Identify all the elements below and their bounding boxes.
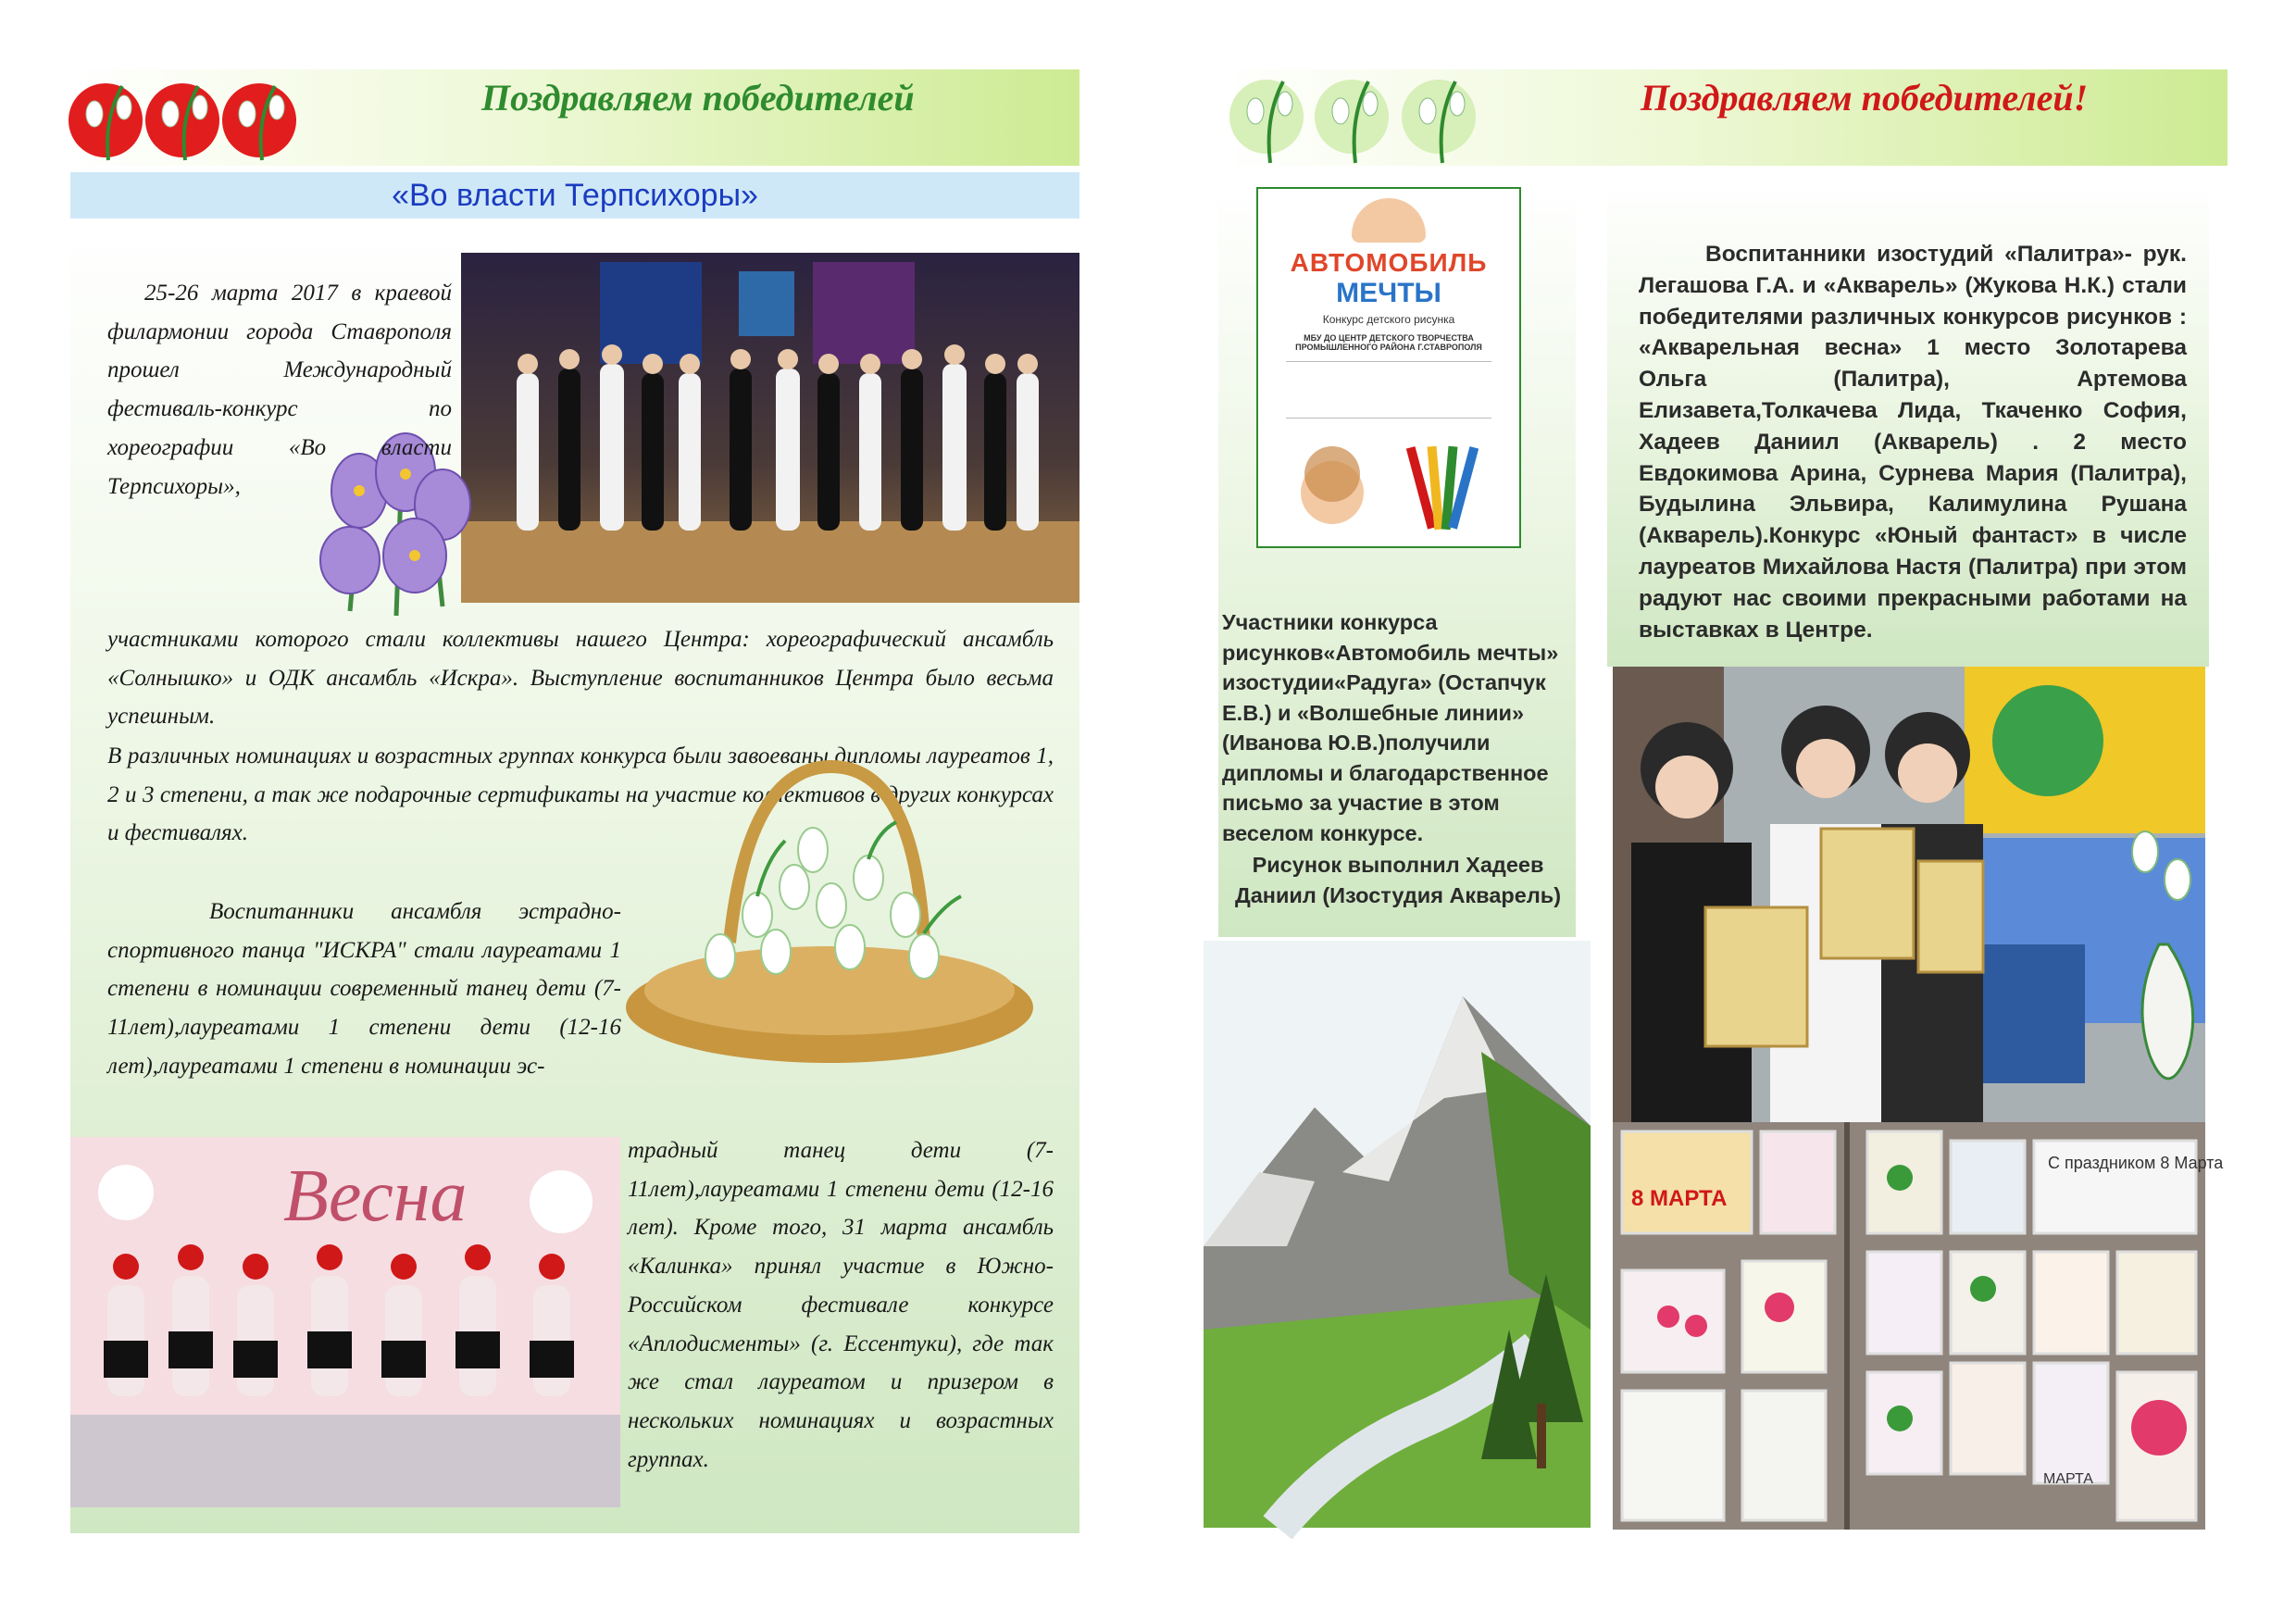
diploma-subtitle: Конкурс детского рисунка	[1322, 313, 1455, 326]
girls-with-diplomas-image	[1613, 667, 2205, 1122]
diploma-boy-illustration	[1352, 198, 1426, 243]
left-paragraph-2: В различных номинациях и возрастных группах конкурса были завоеваны дипломы лауреатов 1, 2 и 3 степени, а так же подарочные сертификаты на участие коллективов в других конкурсах и фестивалях.	[107, 743, 1054, 846]
kalinka-dance-photo	[70, 1137, 620, 1507]
left-paragraph-3-bottom	[628, 1131, 1054, 1479]
exhibit-label-2: 8 МАРТА	[1631, 1186, 1728, 1211]
exhibit-label-1: С праздником 8 Марта	[2048, 1154, 2224, 1172]
winners-diplomas-photo	[1613, 667, 2205, 1122]
diploma-title-1: АВТОМОБИЛЬ	[1290, 248, 1488, 277]
snowdrop-green-icon	[1224, 70, 1492, 167]
left-paragraph-3-top	[107, 893, 621, 1086]
snowdrop-red-icon	[67, 72, 307, 165]
exhibition-drawings-image	[1613, 1122, 2224, 1530]
left-page-title: Поздравляем победителей	[481, 77, 915, 119]
dance-stage-photo	[461, 253, 1079, 603]
vesna-banner-text: Весна	[283, 1156, 468, 1237]
march-8-exhibit-photo	[1613, 1122, 2224, 1530]
diploma-girl-pencils-icon	[1258, 428, 1519, 530]
left-paragraph-3a: Воспитанники ансамбля эстрадно-спортивного танца "ИСКРА" стали лауреатами 1 степени в номинации современный танец дети (7-11лет),лауреатами 1 степени дети (12-16 лет),лауреатами 1 степени в номинации эс-	[107, 899, 621, 1079]
studios-text	[1639, 239, 2187, 645]
contest-caption: Участники конкурса рисунков«Автомобиль мечты» изостудии«Радуга» (Остапчук Е.В.) и «Волшебные линии» (Иванова Ю.В.)получили дипломы и благодарственное письмо за участие в этом веселом конкурсе.	[1222, 610, 1559, 845]
mountain-painting	[1204, 941, 1591, 1528]
right-page-title: Поздравляем победителей!	[1641, 77, 2089, 119]
green-flower-badges	[1224, 70, 1492, 167]
left-article-col-wide	[107, 620, 1054, 736]
diploma-text-lines	[1286, 361, 1491, 418]
folk-dancers-image	[70, 1137, 620, 1507]
drawing-caption-block	[1222, 850, 1574, 910]
exhibit-label-3: МАРТА	[2043, 1471, 2093, 1487]
left-subheader	[70, 172, 1079, 219]
contest-caption-block	[1222, 607, 1574, 848]
left-article-col-narrow	[107, 274, 452, 506]
dancers-stage-image	[461, 253, 1079, 603]
diploma-org: МБУ ДО ЦЕНТР ДЕТСКОГО ТВОРЧЕСТВА ПРОМЫШЛЕННОГО РАЙОНА Г.СТАВРОПОЛЯ	[1295, 333, 1482, 352]
left-paragraph-3b: традный танец дети (7-11лет),лауреатами 1 степени дети (12-16 лет). Кроме того, 31 марта ансамбль «Калинка» принял участие в Южно-Российском фестивале конкурсе «Аплодисменты» (г. Ессентуки), где так же стал лауреатом и призером в нескольких номинациях и возрастных группах.	[628, 1138, 1054, 1472]
mountain-landscape-image	[1204, 941, 1591, 1528]
studios-text-block	[1639, 239, 2187, 645]
basket-icon	[618, 748, 1040, 1068]
left-paragraph-1a: 25-26 марта 2017 в краевой филармонии города Ставрополя прошел Международный фестиваль-конкурс по хореографии «Во власти Терпсихоры»,	[107, 281, 452, 499]
red-flower-badges	[67, 72, 307, 165]
left-paragraph-1b: участниками которого стали коллективы нашего Центра: хореографический ансамбль «Солнышко» и ОДК ансамбль «Искра». Выступление воспитанников Центра было весьма успешным.	[107, 627, 1054, 730]
diploma-title-2: МЕЧТЫ	[1336, 278, 1441, 308]
drawing-caption: Рисунок выполнил Хадеев Даниил (Изостудия Акварель)	[1234, 853, 1562, 907]
studios-text-content: Воспитанники изостудий «Палитра»- рук. Легашова Г.А. и «Акварель» (Жукова Н.К.) стали победителями различных конкурсов рисунков : «Акварельная весна» 1 место Золотарева Ольга (Палитра), Артемова Елизавета,Толкачева Лида, Ткаченко София, Хадеев Даниил (Акварель) . 2 место Евдокимова Арина, Сурнева Мария (Палитра), Будылина Эльвира, Калимулина Рушана (Акварель).Конкурс «Юный фантаст» в числе лауреатов Михайлова Настя (Палитра) при этом радуют нас своими прекрасными работами на выставках в Центре.	[1639, 242, 2187, 643]
diploma-image	[1256, 187, 1521, 548]
left-subheader-text: «Во власти Терпсихоры»	[392, 178, 758, 213]
snowdrop-basket-illustration	[618, 748, 1040, 1068]
